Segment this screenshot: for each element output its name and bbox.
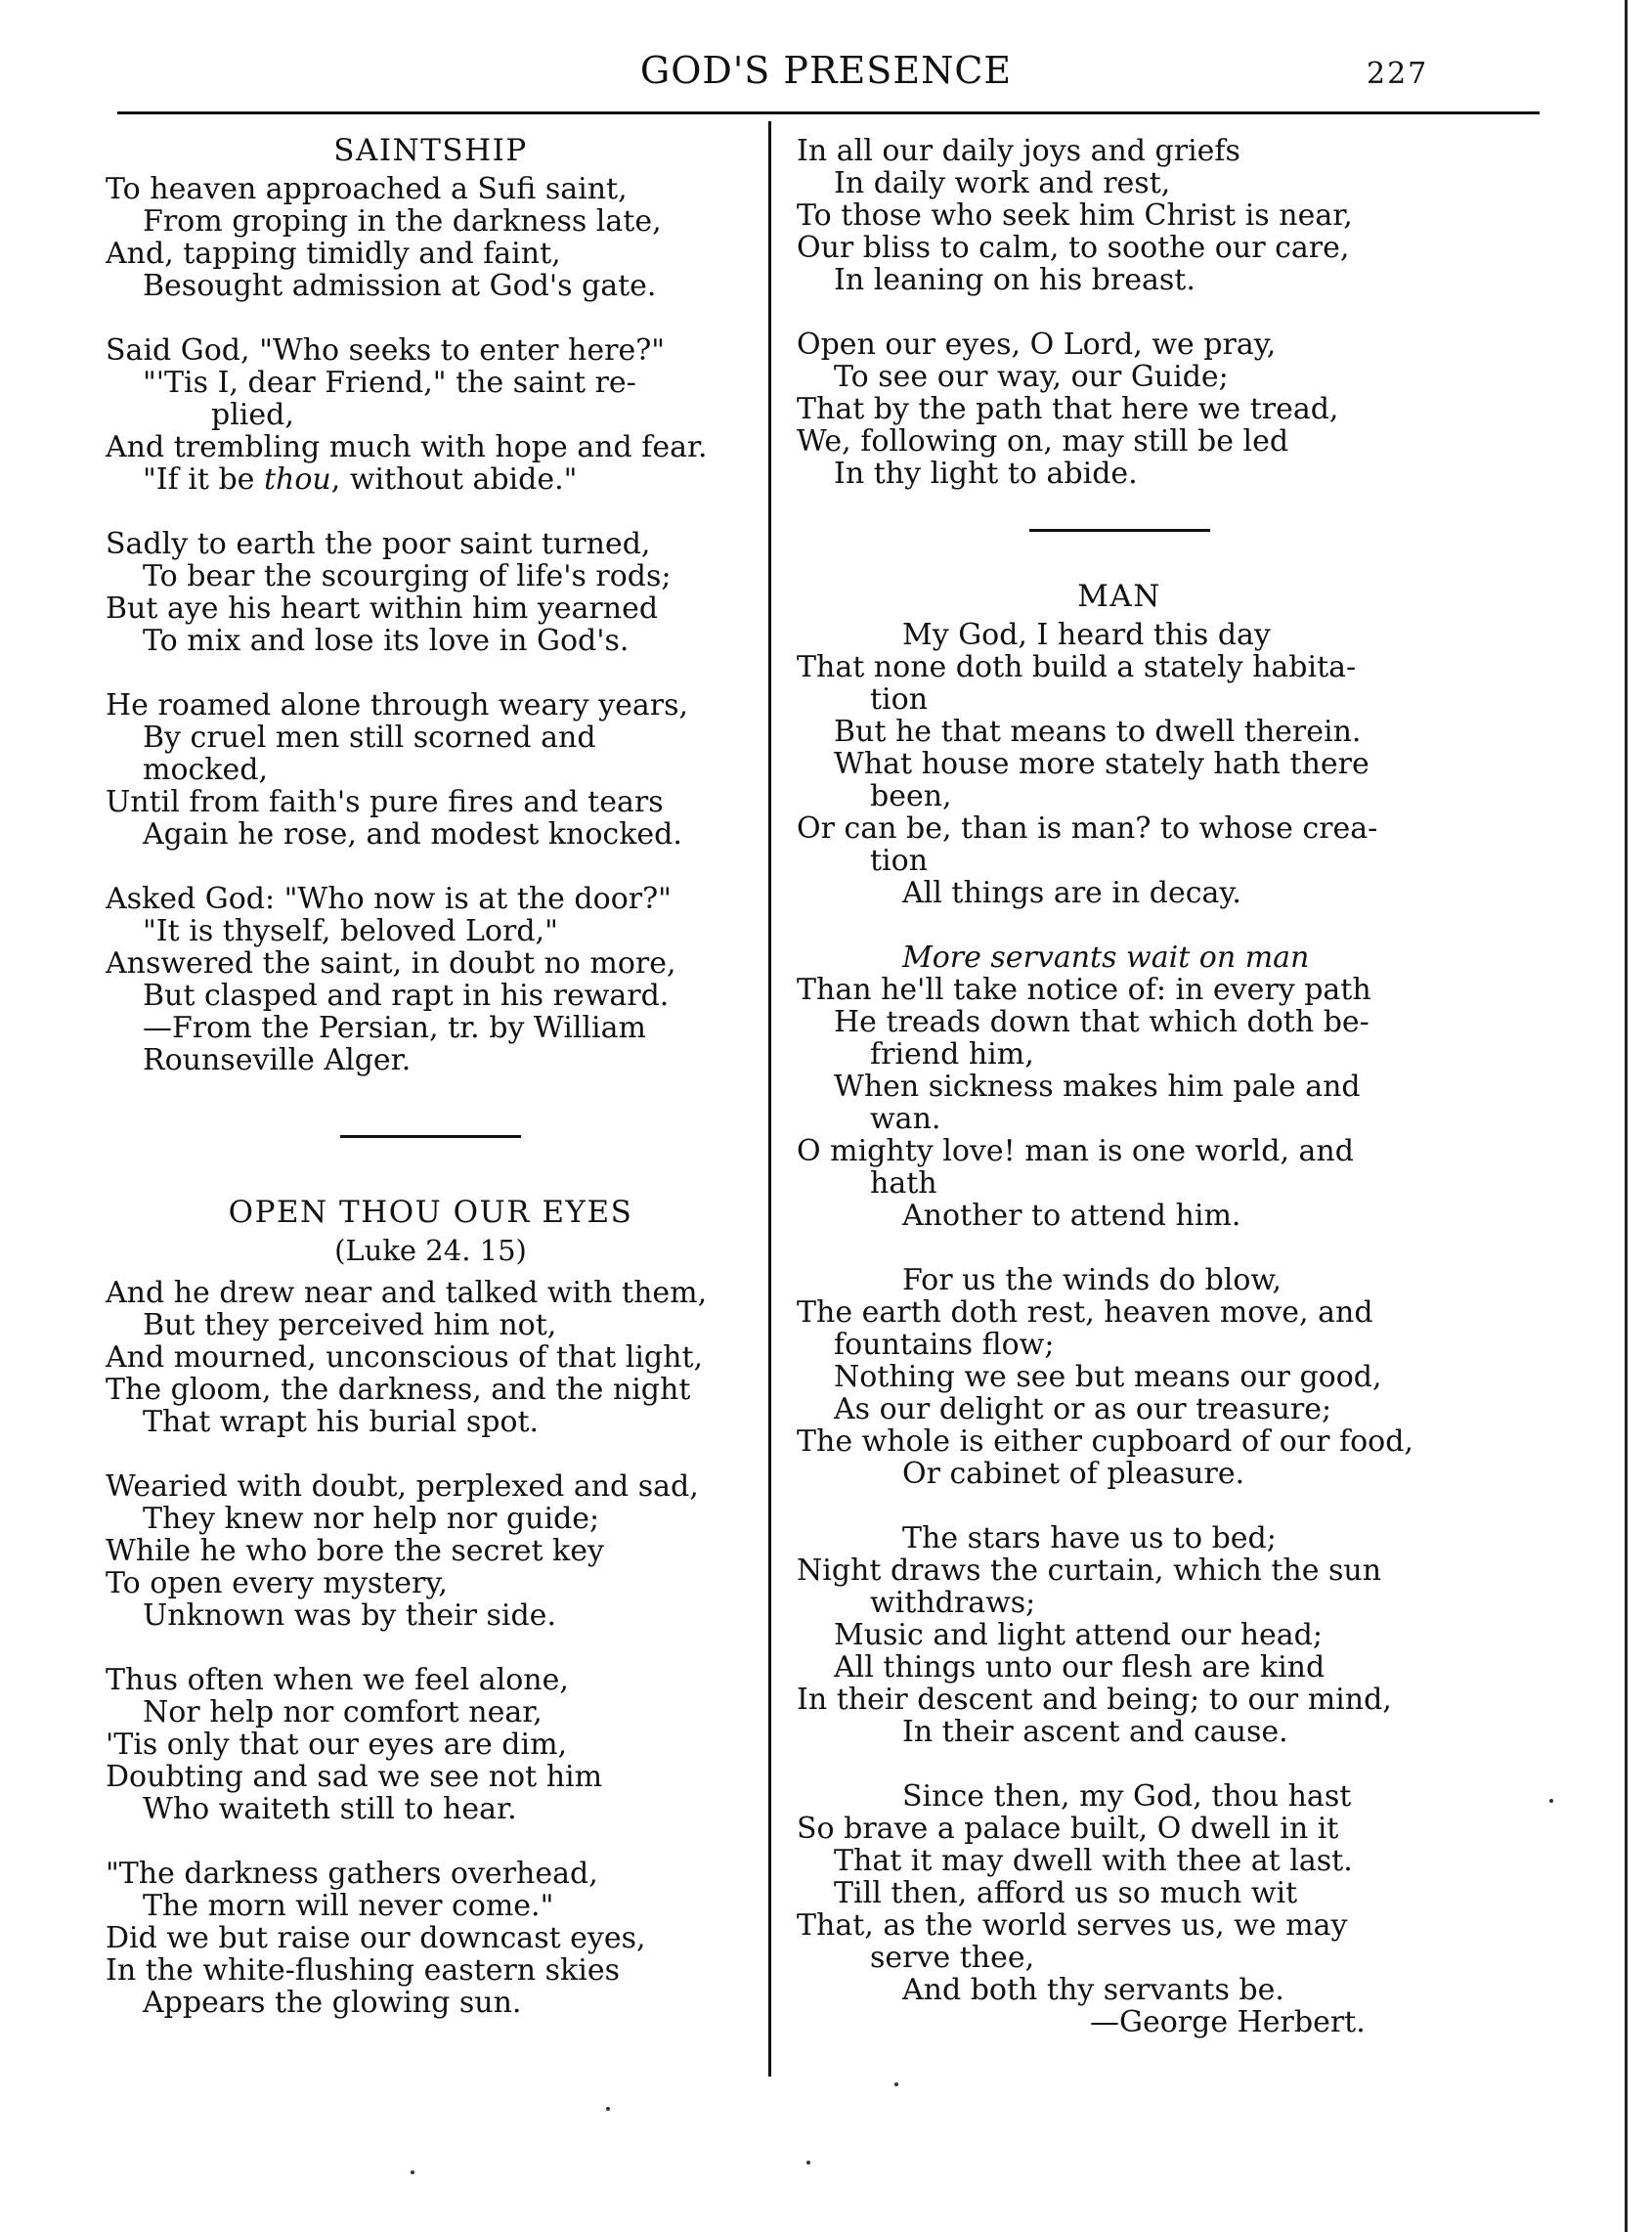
verse-line: hath <box>870 1166 937 1201</box>
verse-line: We, following on, may still be led <box>797 424 1289 459</box>
verse-line: But they perceived him not, <box>143 1308 557 1342</box>
verse-line: "If it be thou, without abide." <box>143 462 578 497</box>
verse-line: Asked God: "Who now is at the door?" <box>106 882 672 916</box>
verse-line: To see our way, our Guide; <box>834 360 1229 394</box>
poem-title-saintship: SAINTSHIP <box>333 133 528 168</box>
verse-line: So brave a palace built, O dwell in it <box>797 1812 1339 1846</box>
verse-line: Music and light attend our head; <box>834 1618 1323 1652</box>
attribution: —From the Persian, tr. by William <box>143 1011 646 1045</box>
verse-line: tion <box>870 844 929 878</box>
verse-line: "'Tis I, dear Friend," the saint re- <box>143 366 636 400</box>
verse-line: All things are in decay. <box>902 876 1241 910</box>
verse-line: When sickness makes him pale and <box>834 1070 1361 1104</box>
verse-line: Or can be, than is man? to whose crea- <box>797 811 1378 846</box>
verse-line: Until from faith's pure fires and tears <box>106 785 664 819</box>
verse-line: While he who bore the secret key <box>106 1534 604 1568</box>
poem-title-man: MAN <box>1077 579 1161 614</box>
verse-line: That by the path that here we tread, <box>797 392 1339 426</box>
verse-line: To bear the scourging of life's rods; <box>143 559 672 593</box>
verse-line: That, as the world serves us, we may <box>797 1908 1348 1943</box>
running-title: GOD'S PRESENCE <box>639 49 1013 92</box>
verse-line: Unknown was by their side. <box>143 1598 556 1633</box>
page-edge-line <box>1625 0 1628 2232</box>
attribution: Rounseville Alger. <box>143 1043 412 1077</box>
print-speck <box>411 2170 414 2174</box>
verse-line: Said God, "Who seeks to enter here?" <box>106 333 666 368</box>
verse-line: In leaning on his breast. <box>834 263 1196 297</box>
verse-line: The gloom, the darkness, and the night <box>106 1373 691 1407</box>
verse-line: He roamed alone through weary years, <box>106 688 689 722</box>
verse-line: But aye his heart within him yearned <box>106 591 659 626</box>
section-divider <box>340 1135 521 1138</box>
verse-line: wan. <box>870 1102 941 1136</box>
verse-line: Nothing we see but means our good, <box>834 1360 1382 1394</box>
verse-line: "It is thyself, beloved Lord," <box>143 914 558 948</box>
stanza <box>797 1780 1442 2038</box>
verse-line: The stars have us to bed; <box>902 1521 1277 1555</box>
verse-line: And he drew near and talked with them, <box>106 1276 708 1310</box>
section-divider <box>1029 529 1210 532</box>
verse-line: Since then, my God, thou hast <box>902 1779 1352 1814</box>
stanza <box>797 1264 1442 1490</box>
stanza <box>106 334 756 496</box>
verse-line: Night draws the curtain, which the sun <box>797 1554 1382 1588</box>
attribution: —George Herbert. <box>1090 2005 1366 2039</box>
verse-line: In their descent and being; to our mind, <box>797 1683 1392 1717</box>
stanza <box>797 941 1442 1232</box>
left-column <box>106 135 756 2019</box>
verse-line: That it may dwell with thee at last. <box>834 1844 1353 1878</box>
column-divider <box>768 121 771 2077</box>
verse-line: And trembling much with hope and fear. <box>106 430 708 464</box>
verse-line: To those who seek him Christ is near, <box>797 198 1353 233</box>
print-speck <box>894 2082 898 2086</box>
verse-line: But clasped and rapt in his reward. <box>143 979 670 1013</box>
verse-line: That none doth build a stately habita- <box>797 650 1357 684</box>
print-speck <box>806 2161 810 2165</box>
stanza <box>106 1664 756 1825</box>
verse-line: serve thee, <box>870 1941 1035 1975</box>
verse-line: From groping in the darkness late, <box>143 204 662 239</box>
stanza <box>106 1470 756 1632</box>
verse-line: Nor help nor comfort near, <box>143 1695 543 1729</box>
verse-line: In thy light to abide. <box>834 457 1138 491</box>
verse-line: Than he'll take notice of: in every path <box>797 973 1371 1007</box>
verse-line: For us the winds do blow, <box>902 1263 1282 1297</box>
verse-line: What house more stately hath there <box>834 747 1369 781</box>
print-speck <box>1549 1799 1553 1803</box>
verse-line: Thus often when we feel alone, <box>106 1663 569 1697</box>
right-column <box>797 135 1442 2038</box>
verse-line: friend him, <box>870 1037 1034 1072</box>
verse-line: Our bliss to calm, to soothe our care, <box>797 231 1350 265</box>
verse-line: In their ascent and cause. <box>902 1715 1288 1749</box>
verse-line: Answered the saint, in doubt no more, <box>106 946 676 981</box>
stanza <box>106 883 756 1076</box>
verse-line: withdraws; <box>870 1586 1036 1620</box>
verse-line: My God, I heard this day <box>902 618 1271 652</box>
header-rule <box>117 111 1540 114</box>
verse-line: Again he rose, and modest knocked. <box>143 817 682 852</box>
stanza <box>797 135 1442 296</box>
verse-line: fountains flow; <box>834 1328 1055 1362</box>
verse-line: In the white-flushing eastern skies <box>106 1953 620 1988</box>
verse-line: The morn will never come." <box>143 1889 554 1923</box>
stanza <box>797 328 1442 490</box>
verse-line: Another to attend him. <box>902 1199 1241 1233</box>
verse-line: To open every mystery, <box>106 1566 448 1600</box>
verse-line: And both thy servants be. <box>902 1973 1284 2007</box>
verse-line: Did we but raise our downcast eyes, <box>106 1921 646 1955</box>
stanza <box>106 1277 756 1438</box>
scripture-reference: (Luke 24. 15) <box>334 1234 527 1267</box>
stanza <box>106 173 756 302</box>
verse-line: plied, <box>211 398 294 432</box>
verse-line: To heaven approached a Sufi saint, <box>106 172 628 206</box>
verse-line: tion <box>870 682 929 717</box>
stanza <box>106 1858 756 2019</box>
verse-line: been, <box>870 779 952 813</box>
verse-line: And, tapping timidly and faint, <box>106 237 561 271</box>
emphasis: thou <box>263 462 331 497</box>
verse-line: In daily work and rest, <box>834 166 1171 200</box>
verse-line: The earth doth rest, heaven move, and <box>797 1295 1373 1330</box>
verse-line: And mourned, unconscious of that light, <box>106 1340 704 1375</box>
verse-line: He treads down that which doth be- <box>834 1005 1369 1039</box>
verse-line: mocked, <box>143 753 268 787</box>
verse-line: That wrapt his burial spot. <box>143 1405 540 1439</box>
verse-line: They knew nor help nor guide; <box>143 1502 600 1536</box>
verse-line: O mighty love! man is one world, and <box>797 1134 1354 1168</box>
verse-line: The whole is either cupboard of our food, <box>797 1424 1413 1459</box>
verse-line: 'Tis only that our eyes are dim, <box>106 1728 568 1762</box>
verse-line: Appears the glowing sun. <box>143 1986 522 2020</box>
verse-line: Open our eyes, O Lord, we pray, <box>797 328 1277 362</box>
verse-line: As our delight or as our treasure; <box>834 1392 1332 1426</box>
verse-line: By cruel men still scorned and <box>143 721 596 755</box>
verse-line: But he that means to dwell therein. <box>834 715 1362 749</box>
stanza <box>797 619 1442 909</box>
verse-line: Wearied with doubt, perplexed and sad, <box>106 1469 699 1504</box>
verse-line: Doubting and sad we see not him <box>106 1760 603 1794</box>
stanza <box>106 689 756 851</box>
verse-line: All things unto our flesh are kind <box>834 1650 1326 1685</box>
page-number: 227 <box>1367 57 1429 91</box>
verse-line: Sadly to earth the poor saint turned, <box>106 527 651 561</box>
verse-line: Or cabinet of pleasure. <box>902 1457 1245 1491</box>
verse-line: Besought admission at God's gate. <box>143 269 657 303</box>
verse-line: To mix and lose its love in God's. <box>143 624 630 658</box>
verse-line: Who waiteth still to hear. <box>143 1792 517 1826</box>
verse-line: In all our daily joys and griefs <box>797 134 1240 168</box>
verse-line: Till then, afford us so much wit <box>834 1876 1298 1910</box>
verse-line: More servants wait on man <box>902 941 1310 975</box>
poem-title-open-thou-our-eyes: OPEN THOU OUR EYES <box>228 1195 633 1230</box>
verse-line: "The darkness gathers overhead, <box>106 1857 598 1891</box>
print-speck <box>606 2107 610 2111</box>
stanza <box>797 1522 1442 1748</box>
stanza <box>106 528 756 657</box>
